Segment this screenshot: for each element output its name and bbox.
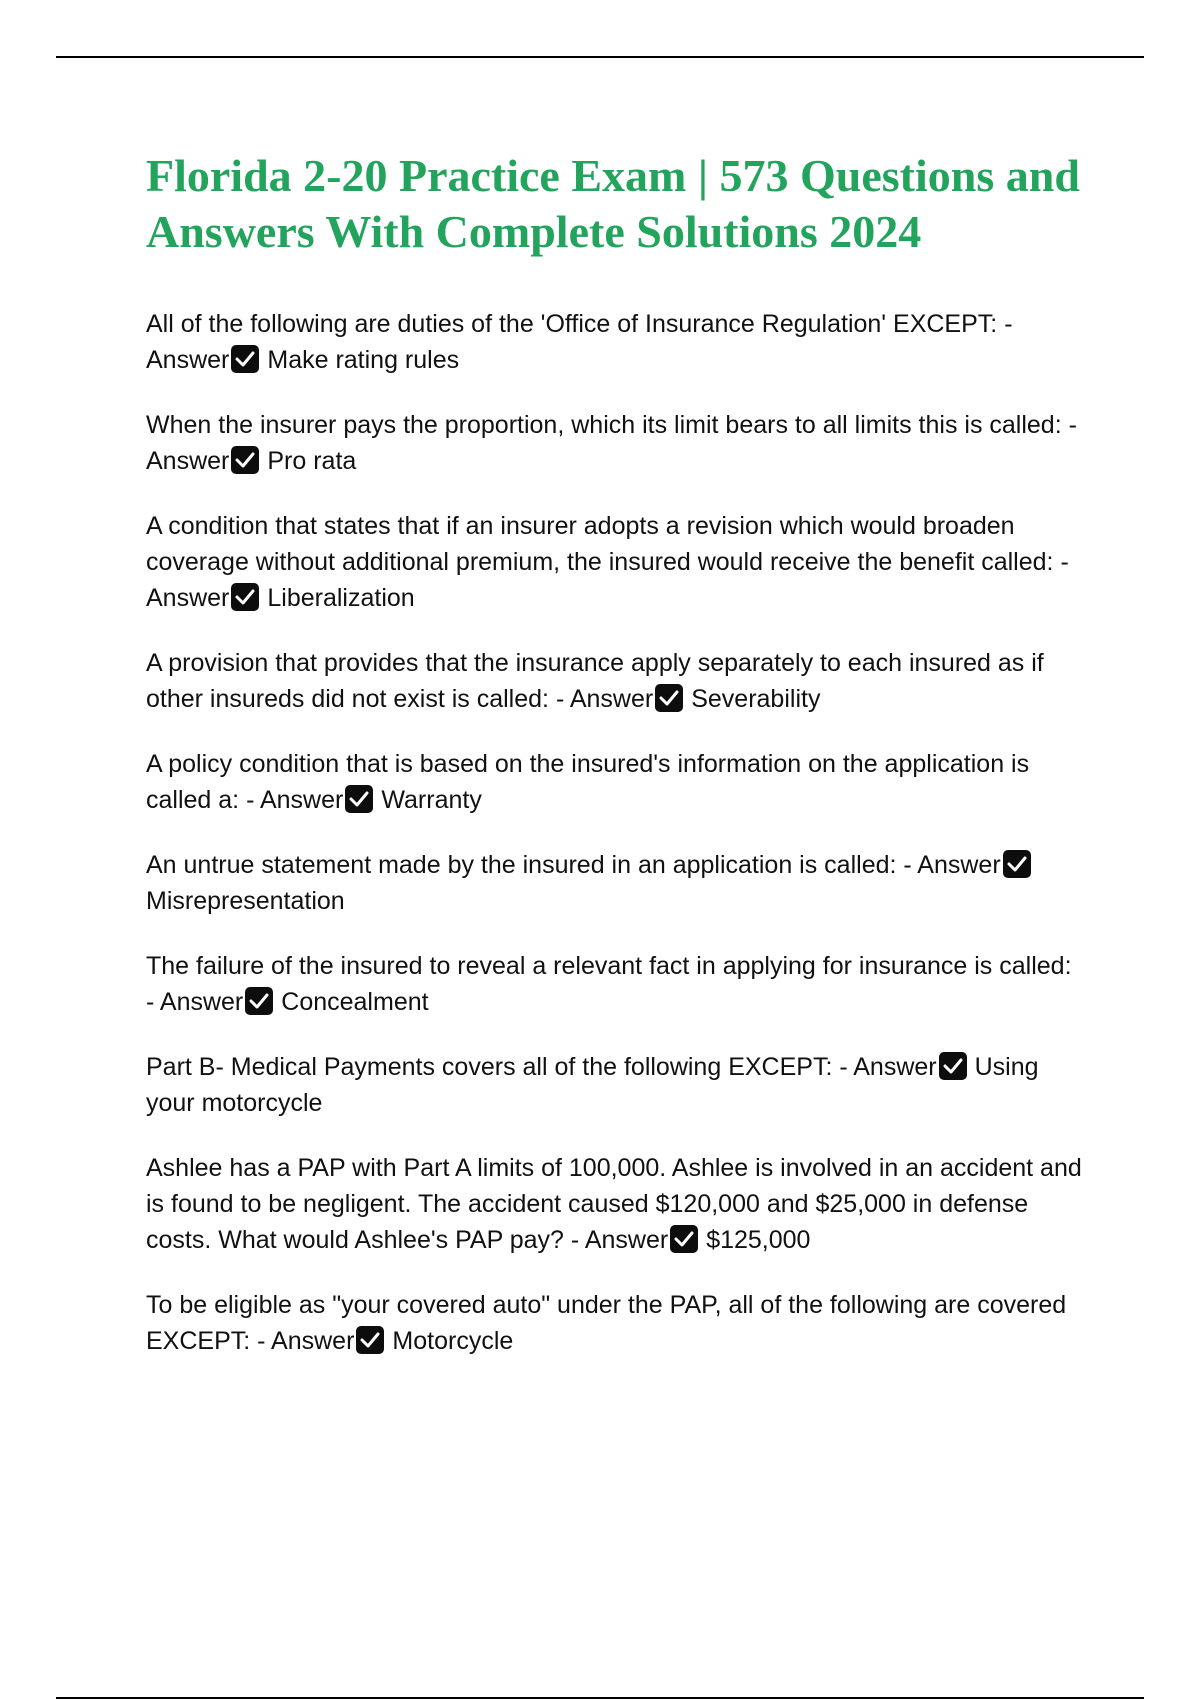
qa-item (146, 306, 1086, 378)
qa-item (146, 407, 1086, 479)
top-rule (56, 56, 1144, 58)
question-text: A condition that states that if an insurer adopts a revision which would broaden coverage without additional premium, the insured would receive the benefit called: (146, 512, 1054, 576)
question-text: The failure of the insured to reveal a relevant fact in applying for insurance is called: (146, 952, 1072, 980)
question-text: Ashlee has a PAP with Part A limits of 100,000. Ashlee is involved in an accident and is found to be negligent. The accident caused $120,000 and $25,000 in defense costs. What would Ashlee's PAP pay? (146, 1154, 1082, 1254)
qa-item (146, 847, 1086, 919)
answer-label: - Answer (903, 851, 1001, 879)
check-box-icon (245, 987, 273, 1015)
qa-item (146, 1287, 1086, 1359)
question-text: All of the following are duties of the 'Office of Insurance Regulation' EXCEPT: (146, 310, 998, 338)
answer-label: - Answer (555, 685, 654, 713)
question-text: To be eligible as "your covered auto" under the PAP, all of the following are covered EXCEPT: (146, 1291, 1067, 1355)
answer-label: - Answer (257, 1327, 355, 1355)
question-text: When the insurer pays the proportion, which its limit bears to all limits this is called: (146, 411, 1062, 439)
answer-text: Make rating rules (267, 346, 460, 374)
check-box-icon (356, 1326, 384, 1354)
document-body (146, 148, 1086, 1388)
answer-label: - Answer (146, 411, 1077, 475)
qa-item (146, 645, 1086, 717)
answer-label: - Answer (839, 1053, 937, 1081)
question-text: A provision that provides that the insurance apply separately to each insured as if other insureds did not exist is called: (146, 649, 1044, 713)
check-box-icon (231, 446, 259, 474)
check-box-icon (655, 684, 683, 712)
answer-text: Pro rata (267, 447, 357, 475)
question-text: An untrue statement made by the insured in an application is called: (146, 851, 897, 879)
qa-item (146, 1049, 1086, 1121)
answer-text: Warranty (381, 786, 482, 814)
answer-text: Severability (691, 685, 821, 713)
answer-label: - Answer (570, 1226, 669, 1254)
answer-label: - Answer (146, 548, 1069, 612)
answer-text: Liberalization (267, 584, 415, 612)
answer-text: Motorcycle (392, 1327, 514, 1355)
qa-item (146, 746, 1086, 818)
answer-text: Concealment (281, 988, 429, 1016)
check-box-icon (345, 785, 373, 813)
bottom-rule (56, 1697, 1144, 1699)
check-box-icon (231, 345, 259, 373)
answer-label: - Answer (146, 310, 1013, 374)
answer-label: - Answer (246, 786, 344, 814)
check-box-icon (939, 1052, 967, 1080)
answer-text: Using your motorcycle (146, 1053, 1039, 1117)
question-text: A policy condition that is based on the insured's information on the application is called a: (146, 750, 1030, 814)
page-title: Florida 2-20 Practice Exam | 573 Questions and Answers With Complete Solutions 2024 (146, 150, 1080, 257)
qa-item (146, 948, 1086, 1020)
answer-text: Misrepresentation (146, 887, 345, 915)
question-text: Part B- Medical Payments covers all of the following EXCEPT: (146, 1053, 833, 1081)
check-box-icon (231, 583, 259, 611)
qa-list (146, 306, 1086, 1359)
qa-item (146, 508, 1086, 616)
check-box-icon (670, 1225, 698, 1253)
answer-label: - Answer (146, 988, 244, 1016)
answer-text: $125,000 (706, 1226, 811, 1254)
qa-item (146, 1150, 1086, 1258)
check-box-icon (1003, 850, 1031, 878)
